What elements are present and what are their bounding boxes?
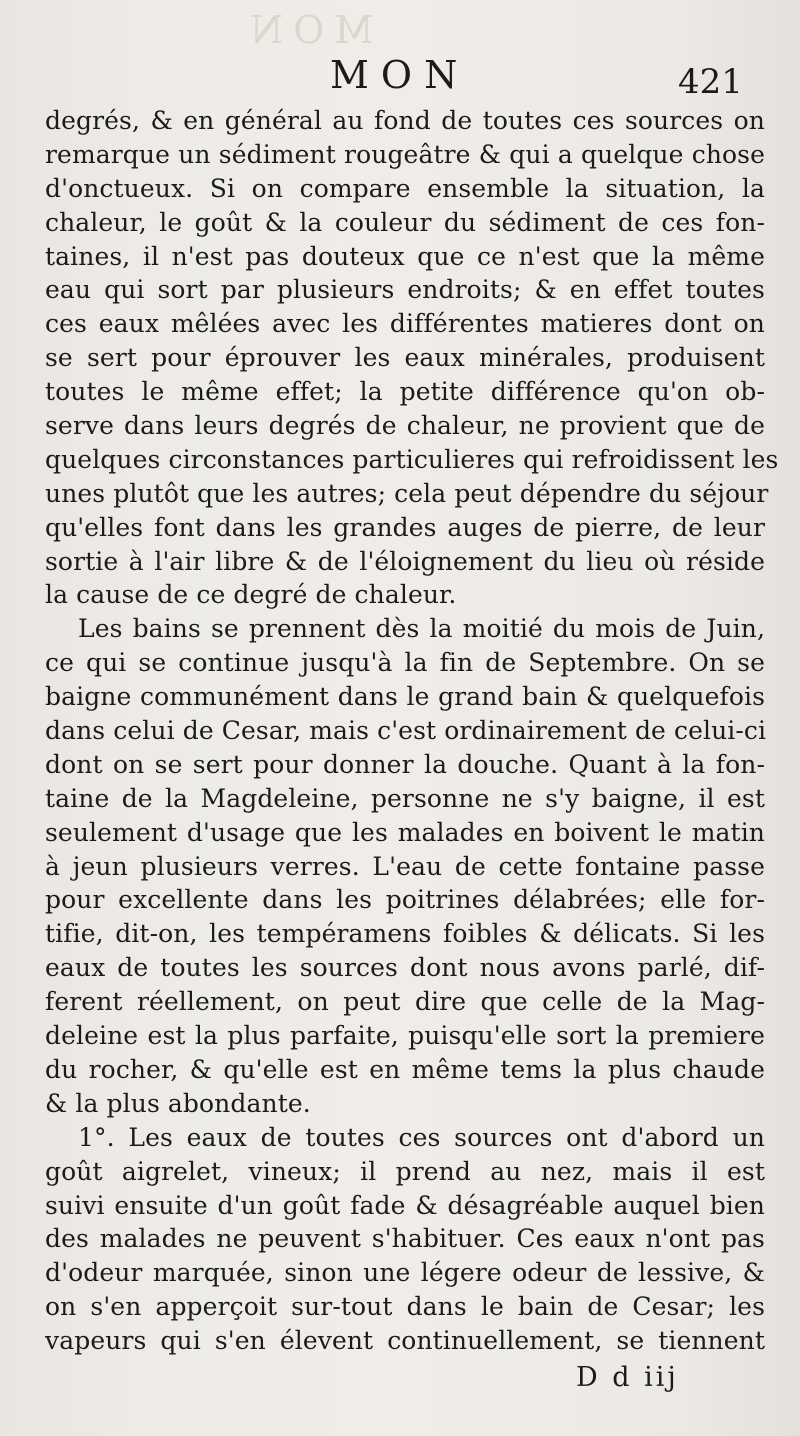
text-line: tifie, dit-on, les tempéramens foibles & délicats. Si les xyxy=(45,919,765,949)
text-line: d'odeur marquée, sinon une légere odeur de lessive, & xyxy=(45,1258,765,1288)
text-line: goût aigrelet, vineux; il prend au nez, mais il est xyxy=(45,1156,765,1186)
text-line: qu'elles font dans les grandes auges de pierre, de leur xyxy=(45,512,765,542)
text-line: dont on se sert pour donner la douche. Quant à la fon- xyxy=(45,749,765,779)
text-line: vapeurs qui s'en élevent continuellement, se tiennent xyxy=(45,1326,765,1356)
text-line: pour excellente dans les poitrines délabrées; elle for- xyxy=(45,885,765,915)
text-line: serve dans leurs degrés de chaleur, ne provient que de xyxy=(45,411,765,441)
show-through-ghost-text: MON xyxy=(240,8,374,52)
text-line: dans celui de Cesar, mais c'est ordinairement de celui-ci xyxy=(45,716,767,746)
text-line: remarque un sédiment rougeâtre & qui a quelque chose xyxy=(45,139,765,169)
text-line: baigne communément dans le grand bain & quelquefois xyxy=(45,682,765,712)
text-line: du rocher, & qu'elle est en même tems la plus chaude xyxy=(45,1054,765,1084)
text-line: on s'en apperçoit sur-tout dans le bain de Cesar; les xyxy=(45,1292,765,1322)
text-line: eau qui sort par plusieurs endroits; & en effet toutes xyxy=(45,275,765,305)
body-text xyxy=(45,104,779,1358)
paragraph-end-line: & la plus abondante. xyxy=(45,1088,311,1118)
page-number: 421 xyxy=(678,62,743,102)
text-line: taine de la Magdeleine, personne ne s'y baigne, il est xyxy=(45,783,765,813)
text-line: suivi ensuite d'un goût fade & désagréable auquel bien xyxy=(45,1190,765,1220)
text-line: toutes le même effet; la petite différence qu'on ob- xyxy=(45,377,765,407)
text-line: chaleur, le goût & la couleur du sédiment de ces fon- xyxy=(45,207,765,237)
paragraph-start-line: 1°. Les eaux de toutes ces sources ont d'abord un xyxy=(78,1122,765,1152)
text-line: unes plutôt que les autres; cela peut dépendre du séjour xyxy=(45,478,769,508)
signature-mark: D d iij xyxy=(576,1362,679,1393)
running-head xyxy=(0,42,800,102)
text-line: taines, il n'est pas douteux que ce n'est que la même xyxy=(45,241,765,271)
running-title: MON xyxy=(330,53,470,97)
text-line: eaux de toutes les sources dont nous avons parlé, dif- xyxy=(45,953,765,983)
text-line: à jeun plusieurs verres. L'eau de cette fontaine passe xyxy=(45,851,765,881)
text-line: degrés, & en général au fond de toutes ces sources on xyxy=(45,106,765,135)
text-line: d'onctueux. Si on compare ensemble la situation, la xyxy=(45,173,765,203)
text-line: se sert pour éprouver les eaux minérales, produisent xyxy=(45,343,765,373)
text-line: ferent réellement, on peut dire que celle de la Mag- xyxy=(45,987,765,1017)
text-line: seulement d'usage que les malades en boivent le matin xyxy=(45,817,765,847)
paragraph-end-line: la cause de ce degré de chaleur. xyxy=(45,580,457,610)
text-line: deleine est la plus parfaite, puisqu'elle sort la premiere xyxy=(45,1021,765,1051)
text-line: ce qui se continue jusqu'à la fin de Septembre. On se xyxy=(45,648,765,678)
text-line: ces eaux mêlées avec les différentes matieres dont on xyxy=(45,309,765,339)
text-line: quelques circonstances particulieres qui refroidissent les xyxy=(45,444,779,474)
paragraph-start-line: Les bains se prennent dès la moitié du mois de Juin, xyxy=(78,614,765,644)
text-line: sortie à l'air libre & de l'éloignement du lieu où réside xyxy=(45,546,765,576)
text-line: des malades ne peuvent s'habituer. Ces eaux n'ont pas xyxy=(45,1224,765,1254)
